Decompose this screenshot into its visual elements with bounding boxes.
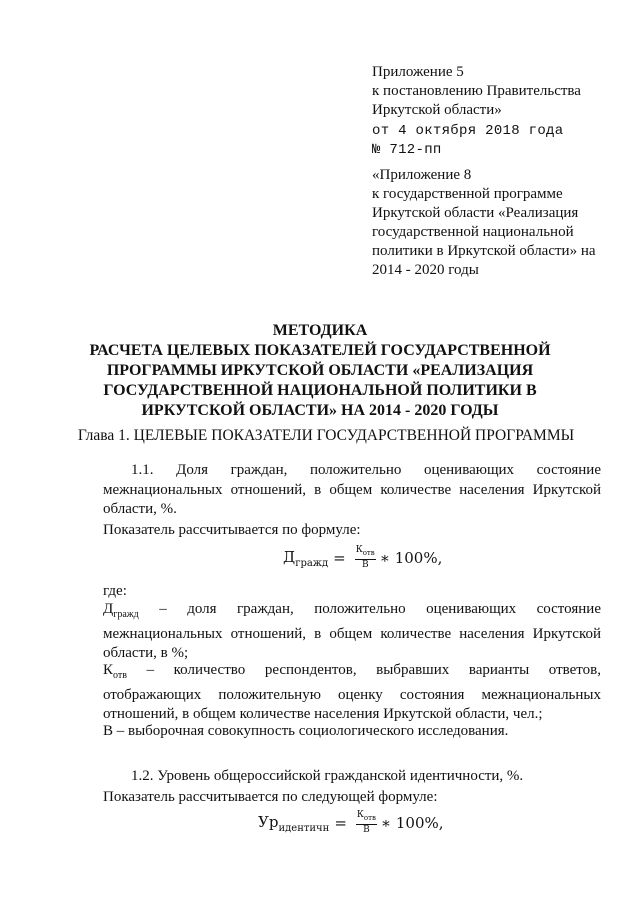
appendix-number: № 712-пп	[372, 142, 442, 158]
formula-fraction: $\frac{К_{отв}}{В}$	[355, 545, 375, 570]
formula-tail: ∗ 100%,	[380, 814, 444, 832]
document-title	[60, 321, 580, 421]
def1-text: – доля граждан, положительно оценивающих состояние межнациональных отношений, в общем количестве населения Иркутской области, в %;	[103, 601, 601, 661]
formula-lhs: $Ур_{идентичн}$	[258, 812, 330, 834]
title-line: ПРОГРАММЫ ИРКУТСКОЙ ОБЛАСТИ «РЕАЛИЗАЦИЯ	[106, 362, 534, 379]
appendix8-line: «Приложение 8	[372, 167, 472, 183]
def1-term: $Д_{гражд}$	[103, 601, 139, 620]
formula-lhs: $Д_{гражд}$	[283, 547, 329, 569]
chapter-heading: Глава 1. ЦЕЛЕВЫЕ ПОКАЗАТЕЛИ ГОСУДАРСТВЕННОЙ ПРОГРАММЫ	[77, 427, 575, 444]
formula-2: $Ур_{идентичн}$ = $\frac{К_{отв}}{В}$ ∗ 100%,	[258, 810, 444, 835]
appendix-date: от 4 октября 2018 года	[372, 123, 564, 139]
definition-1	[103, 600, 601, 664]
appendix8-line: политики в Иркутской области» на	[372, 243, 596, 259]
appendix-8-block	[372, 166, 612, 280]
appendix8-line: к государственной программе	[372, 186, 563, 202]
section-1-2-heading: 1.2. Уровень общероссийской гражданской идентичности, %.	[131, 768, 524, 784]
appendix-line: к постановлению Правительства	[372, 83, 581, 99]
def2-text: – количество респондентов, выбравших варианты ответов, отображающих положительную оценку состояния межнациональных отношений, в общем количестве населения Иркутской области, чел.;	[103, 662, 601, 722]
title-line: РАСЧЕТА ЦЕЛЕВЫХ ПОКАЗАТЕЛЕЙ ГОСУДАРСТВЕННОЙ	[89, 342, 551, 359]
title-line: МЕТОДИКА	[272, 322, 368, 339]
appendix8-line: Иркутской области «Реализация	[372, 205, 579, 221]
formula-tail: ∗ 100%,	[379, 549, 443, 567]
def2-term: $К_{отв}$	[103, 662, 127, 681]
formula-intro-2: Показатель рассчитывается по следующей формуле:	[103, 789, 438, 805]
title-line: ГОСУДАРСТВЕННОЙ НАЦИОНАЛЬНОЙ ПОЛИТИКИ В	[103, 382, 537, 399]
definition-2	[103, 661, 601, 725]
formula-intro: Показатель рассчитывается по формуле:	[103, 522, 361, 538]
appendix-5-block	[372, 63, 612, 160]
where-label: где:	[103, 583, 127, 599]
appendix-line: Приложение 5	[372, 64, 464, 80]
appendix8-line: 2014 - 2020 годы	[372, 262, 479, 278]
definition-3: В – выборочная совокупность социологического исследования.	[103, 723, 509, 739]
section-1-1-heading: 1.1. Доля граждан, положительно оценивающих состояние межнациональных отношений, в общем количестве населения Иркутской области, %.	[103, 462, 601, 517]
formula-fraction: $\frac{К_{отв}}{В}$	[356, 810, 376, 835]
appendix-line: Иркутской области»	[372, 102, 502, 118]
appendix8-line: государственной национальной	[372, 224, 574, 240]
formula-1: $Д_{гражд}$ = $\frac{К_{отв}}{В}$ ∗ 100%,	[283, 545, 443, 570]
title-line: ИРКУТСКОЙ ОБЛАСТИ» НА 2014 - 2020 ГОДЫ	[141, 402, 499, 419]
